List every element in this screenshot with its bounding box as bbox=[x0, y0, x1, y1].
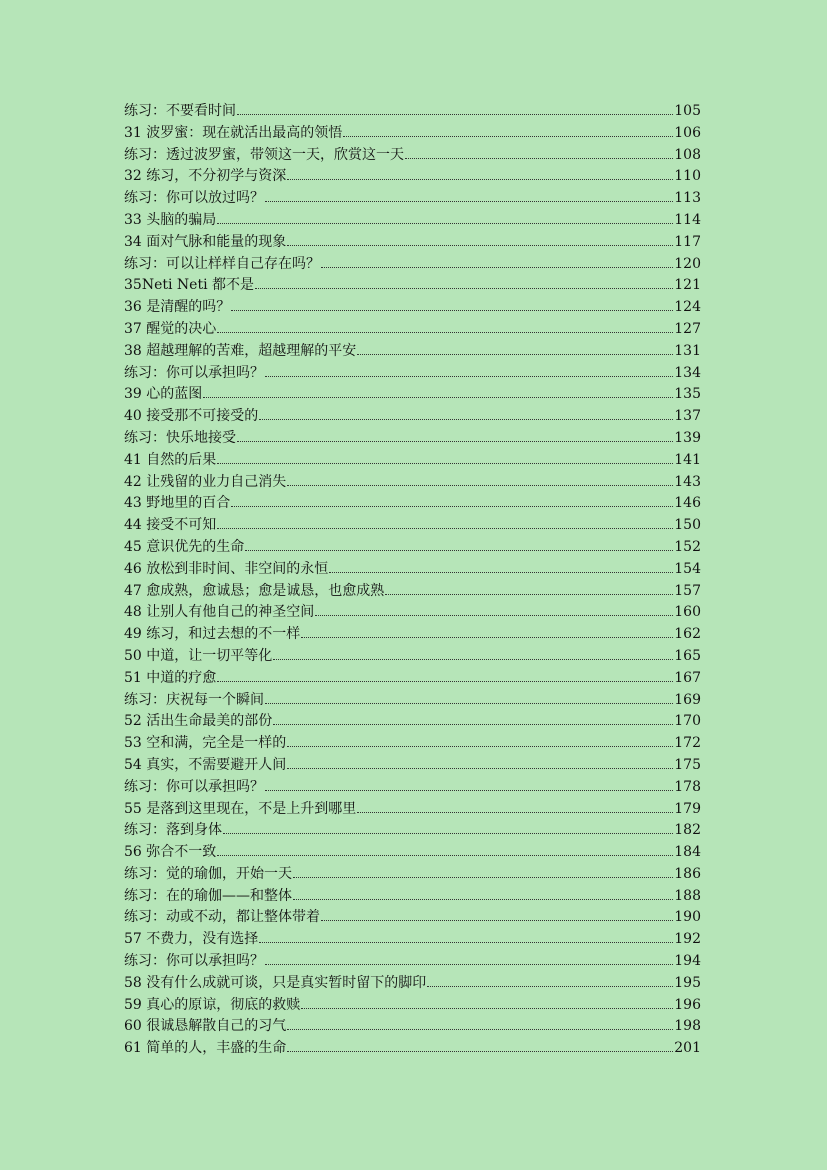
toc-entry[interactable] bbox=[124, 341, 701, 363]
toc-entry-title: 45 意识优先的生命 bbox=[124, 538, 245, 555]
toc-entry-title: 42 让残留的业力自己消失 bbox=[124, 473, 287, 490]
toc-dot-leader bbox=[301, 1007, 673, 1009]
toc-dot-leader bbox=[287, 484, 673, 486]
toc-dot-leader bbox=[231, 309, 673, 311]
toc-dot-leader bbox=[293, 876, 673, 878]
toc-entry-page-number: 182 bbox=[674, 822, 701, 839]
toc-entry-page-number: 178 bbox=[674, 778, 701, 795]
toc-entry-title: 练习：在的瑜伽——和整体 bbox=[124, 887, 292, 904]
toc-dot-leader bbox=[217, 462, 673, 464]
toc-entry-title: 练习：你可以放过吗？ bbox=[124, 190, 264, 207]
toc-entry-title: 40 接受那不可接受的 bbox=[124, 408, 259, 425]
toc-entry-page-number: 127 bbox=[674, 320, 701, 337]
toc-dot-leader bbox=[357, 811, 673, 813]
toc-dot-leader bbox=[287, 178, 673, 180]
toc-dot-leader bbox=[273, 658, 673, 660]
toc-entry-title: 练习：可以让样样自己存在吗？ bbox=[124, 255, 320, 272]
toc-entry-page-number: 120 bbox=[674, 255, 701, 272]
toc-dot-leader bbox=[223, 832, 673, 834]
toc-entry[interactable] bbox=[124, 275, 701, 297]
toc-entry-title: 51 中道的疗愈 bbox=[124, 669, 217, 686]
toc-entry-page-number: 162 bbox=[674, 626, 701, 643]
toc-dot-leader bbox=[329, 571, 673, 573]
toc-entry[interactable] bbox=[124, 428, 701, 450]
toc-dot-leader bbox=[287, 1028, 673, 1030]
toc-entry[interactable] bbox=[124, 668, 701, 690]
toc-dot-leader bbox=[217, 527, 673, 529]
toc-dot-leader bbox=[287, 244, 673, 246]
toc-entry-page-number: 121 bbox=[674, 277, 701, 294]
toc-entry-page-number: 124 bbox=[674, 299, 701, 316]
toc-entry-page-number: 165 bbox=[674, 647, 701, 664]
toc-entry[interactable] bbox=[124, 254, 701, 276]
toc-entry-page-number: 157 bbox=[674, 582, 701, 599]
toc-dot-leader bbox=[265, 200, 673, 202]
toc-dot-leader bbox=[245, 549, 673, 551]
toc-dot-leader bbox=[231, 505, 673, 507]
toc-dot-leader bbox=[217, 680, 673, 682]
toc-entry-title: 39 心的蓝图 bbox=[124, 386, 203, 403]
toc-dot-leader bbox=[287, 767, 673, 769]
toc-entry[interactable] bbox=[124, 907, 701, 929]
toc-entry[interactable] bbox=[124, 166, 701, 188]
toc-entry-title: 练习：快乐地接受 bbox=[124, 429, 236, 446]
toc-dot-leader bbox=[237, 440, 673, 442]
toc-entry-title: 练习：你可以承担吗？ bbox=[124, 953, 264, 970]
toc-entry[interactable] bbox=[124, 973, 701, 995]
toc-entry-page-number: 167 bbox=[674, 669, 701, 686]
toc-entry-page-number: 117 bbox=[674, 233, 701, 250]
toc-dot-leader bbox=[265, 963, 673, 965]
toc-entry-page-number: 106 bbox=[674, 124, 701, 141]
toc-entry-page-number: 192 bbox=[674, 931, 701, 948]
toc-dot-leader bbox=[237, 113, 673, 115]
toc-entry-title: 49 练习，和过去想的不一样 bbox=[124, 626, 301, 643]
toc-entry-page-number: 152 bbox=[674, 538, 701, 555]
toc-entry-title: 48 让别人有他自己的神圣空间 bbox=[124, 604, 315, 621]
toc-entry-page-number: 113 bbox=[674, 190, 701, 207]
toc-entry-title: 55 是落到这里现在，不是上升到哪里 bbox=[124, 800, 357, 817]
toc-entry-title: 44 接受不可知 bbox=[124, 517, 217, 534]
toc-dot-leader bbox=[301, 636, 673, 638]
toc-dot-leader bbox=[293, 898, 673, 900]
toc-dot-leader bbox=[385, 593, 673, 595]
toc-entry-title: 53 空和满，完全是一样的 bbox=[124, 735, 287, 752]
toc-dot-leader bbox=[405, 157, 673, 159]
toc-entry-title: 41 自然的后果 bbox=[124, 451, 217, 468]
toc-entry-page-number: 110 bbox=[674, 168, 701, 185]
toc-entry[interactable] bbox=[124, 581, 701, 603]
toc-entry-page-number: 114 bbox=[674, 211, 701, 228]
toc-dot-leader bbox=[287, 745, 673, 747]
toc-entry[interactable] bbox=[124, 864, 701, 886]
toc-entry-page-number: 201 bbox=[674, 1040, 701, 1057]
toc-entry[interactable] bbox=[124, 842, 701, 864]
toc-entry-title: 34 面对气脉和能量的现象 bbox=[124, 233, 287, 250]
toc-entry[interactable] bbox=[124, 472, 701, 494]
toc-entry[interactable] bbox=[124, 406, 701, 428]
toc-entry[interactable] bbox=[124, 690, 701, 712]
toc-dot-leader bbox=[427, 985, 673, 987]
toc-entry[interactable] bbox=[124, 951, 701, 973]
toc-entry[interactable] bbox=[124, 101, 701, 123]
toc-dot-leader bbox=[255, 287, 673, 289]
toc-entry-title: 46 放松到非时间、非空间的永恒 bbox=[124, 560, 329, 577]
toc-entry-title: 35Neti Neti 都不是 bbox=[124, 277, 254, 294]
toc-entry-page-number: 160 bbox=[674, 604, 701, 621]
toc-entry[interactable] bbox=[124, 515, 701, 537]
toc-entry-page-number: 169 bbox=[674, 691, 701, 708]
toc-entry[interactable] bbox=[124, 384, 701, 406]
toc-entry[interactable] bbox=[124, 799, 701, 821]
toc-entry-page-number: 105 bbox=[674, 103, 701, 119]
toc-dot-leader bbox=[217, 854, 673, 856]
toc-entry-page-number: 131 bbox=[674, 342, 701, 359]
toc-dot-leader bbox=[259, 418, 673, 420]
toc-entry-page-number: 188 bbox=[674, 887, 701, 904]
toc-entry[interactable] bbox=[124, 733, 701, 755]
toc-entry-title: 33 头脑的骗局 bbox=[124, 211, 217, 228]
toc-entry-title: 31 波罗蜜：现在就活出最高的领悟 bbox=[124, 124, 343, 141]
toc-entry[interactable] bbox=[124, 755, 701, 777]
toc-entry-title: 54 真实，不需要避开人间 bbox=[124, 756, 287, 773]
toc-entry-title: 50 中道，让一切平等化 bbox=[124, 647, 273, 664]
toc-entry[interactable] bbox=[124, 624, 701, 646]
table-of-contents bbox=[124, 101, 701, 1060]
toc-entry-title: 练习：落到身体 bbox=[124, 822, 222, 839]
toc-dot-leader bbox=[315, 614, 673, 616]
toc-dot-leader bbox=[287, 1050, 673, 1052]
toc-entry[interactable] bbox=[124, 537, 701, 559]
toc-entry-page-number: 137 bbox=[674, 408, 701, 425]
toc-entry-title: 47 愈成熟，愈诚恳；愈是诚恳，也愈成熟 bbox=[124, 582, 385, 599]
toc-entry[interactable] bbox=[124, 493, 701, 515]
toc-entry-page-number: 195 bbox=[674, 974, 701, 991]
toc-entry[interactable] bbox=[124, 711, 701, 733]
toc-entry-page-number: 170 bbox=[674, 713, 701, 730]
toc-entry-page-number: 184 bbox=[674, 844, 701, 861]
toc-dot-leader bbox=[321, 266, 673, 268]
toc-entry[interactable] bbox=[124, 602, 701, 624]
toc-entry-page-number: 143 bbox=[674, 473, 701, 490]
toc-dot-leader bbox=[343, 135, 673, 137]
toc-entry-page-number: 154 bbox=[674, 560, 701, 577]
toc-entry[interactable] bbox=[124, 297, 701, 319]
toc-entry-title: 练习：透过波罗蜜，带领这一天，欣赏这一天 bbox=[124, 146, 404, 163]
toc-entry-title: 练习：你可以承担吗？ bbox=[124, 364, 264, 381]
toc-entry[interactable] bbox=[124, 929, 701, 951]
toc-entry[interactable] bbox=[124, 232, 701, 254]
toc-entry[interactable] bbox=[124, 559, 701, 581]
toc-dot-leader bbox=[265, 789, 673, 791]
toc-dot-leader bbox=[217, 222, 673, 224]
toc-entry-page-number: 146 bbox=[674, 495, 701, 512]
toc-dot-leader bbox=[273, 723, 673, 725]
toc-entry[interactable] bbox=[124, 646, 701, 668]
toc-entry[interactable] bbox=[124, 820, 701, 842]
toc-entry-title: 59 真心的原谅，彻底的救赎 bbox=[124, 996, 301, 1013]
toc-entry-page-number: 172 bbox=[674, 735, 701, 752]
toc-entry[interactable] bbox=[124, 123, 701, 145]
toc-dot-leader bbox=[217, 331, 673, 333]
toc-entry-title: 练习：庆祝每一个瞬间 bbox=[124, 691, 264, 708]
toc-entry-title: 43 野地里的百合 bbox=[124, 495, 231, 512]
toc-entry-title: 52 活出生命最美的部份 bbox=[124, 713, 273, 730]
toc-entry-title: 37 醒觉的决心 bbox=[124, 320, 217, 337]
toc-entry[interactable] bbox=[124, 995, 701, 1017]
toc-entry[interactable] bbox=[124, 886, 701, 908]
toc-dot-leader bbox=[259, 941, 673, 943]
toc-entry[interactable] bbox=[124, 450, 701, 472]
toc-entry[interactable] bbox=[124, 777, 701, 799]
toc-entry-page-number: 135 bbox=[674, 386, 701, 403]
toc-dot-leader bbox=[203, 396, 673, 398]
toc-entry-title: 57 不费力，没有选择 bbox=[124, 931, 259, 948]
toc-dot-leader bbox=[321, 919, 673, 921]
toc-entry-title: 32 练习，不分初学与资深 bbox=[124, 168, 287, 185]
toc-entry[interactable] bbox=[124, 210, 701, 232]
toc-dot-leader bbox=[265, 702, 673, 704]
toc-entry-page-number: 108 bbox=[674, 146, 701, 163]
toc-entry[interactable] bbox=[124, 145, 701, 167]
toc-entry[interactable] bbox=[124, 188, 701, 210]
toc-entry-title: 61 简单的人，丰盛的生命 bbox=[124, 1040, 287, 1057]
toc-entry-title: 58 没有什么成就可谈，只是真实暂时留下的脚印 bbox=[124, 974, 427, 991]
toc-entry[interactable] bbox=[124, 1038, 701, 1060]
toc-entry-title: 60 很诚恳解散自己的习气 bbox=[124, 1018, 287, 1035]
toc-entry-page-number: 175 bbox=[674, 756, 701, 773]
toc-entry-page-number: 150 bbox=[674, 517, 701, 534]
toc-entry-title: 练习：你可以承担吗？ bbox=[124, 778, 264, 795]
toc-dot-leader bbox=[357, 353, 673, 355]
toc-entry-page-number: 190 bbox=[674, 909, 701, 926]
toc-dot-leader bbox=[265, 375, 673, 377]
toc-entry-page-number: 139 bbox=[674, 429, 701, 446]
toc-entry[interactable] bbox=[124, 1016, 701, 1038]
toc-entry-page-number: 194 bbox=[674, 953, 701, 970]
toc-entry-title: 36 是清醒的吗？ bbox=[124, 299, 231, 316]
toc-entry-title: 练习：觉的瑜伽，开始一天 bbox=[124, 865, 292, 882]
toc-entry-page-number: 179 bbox=[674, 800, 701, 817]
toc-entry-page-number: 134 bbox=[674, 364, 701, 381]
toc-entry-title: 56 弥合不一致 bbox=[124, 844, 217, 861]
toc-entry[interactable] bbox=[124, 319, 701, 341]
toc-entry-page-number: 186 bbox=[674, 865, 701, 882]
toc-entry[interactable] bbox=[124, 363, 701, 385]
toc-entry-page-number: 198 bbox=[674, 1018, 701, 1035]
toc-entry-title: 38 超越理解的苦难，超越理解的平安 bbox=[124, 342, 357, 359]
toc-entry-title: 练习：不要看时间 bbox=[124, 103, 236, 119]
toc-entry-title: 练习：动或不动，都让整体带着 bbox=[124, 909, 320, 926]
toc-entry-page-number: 141 bbox=[674, 451, 701, 468]
toc-entry-page-number: 196 bbox=[674, 996, 701, 1013]
